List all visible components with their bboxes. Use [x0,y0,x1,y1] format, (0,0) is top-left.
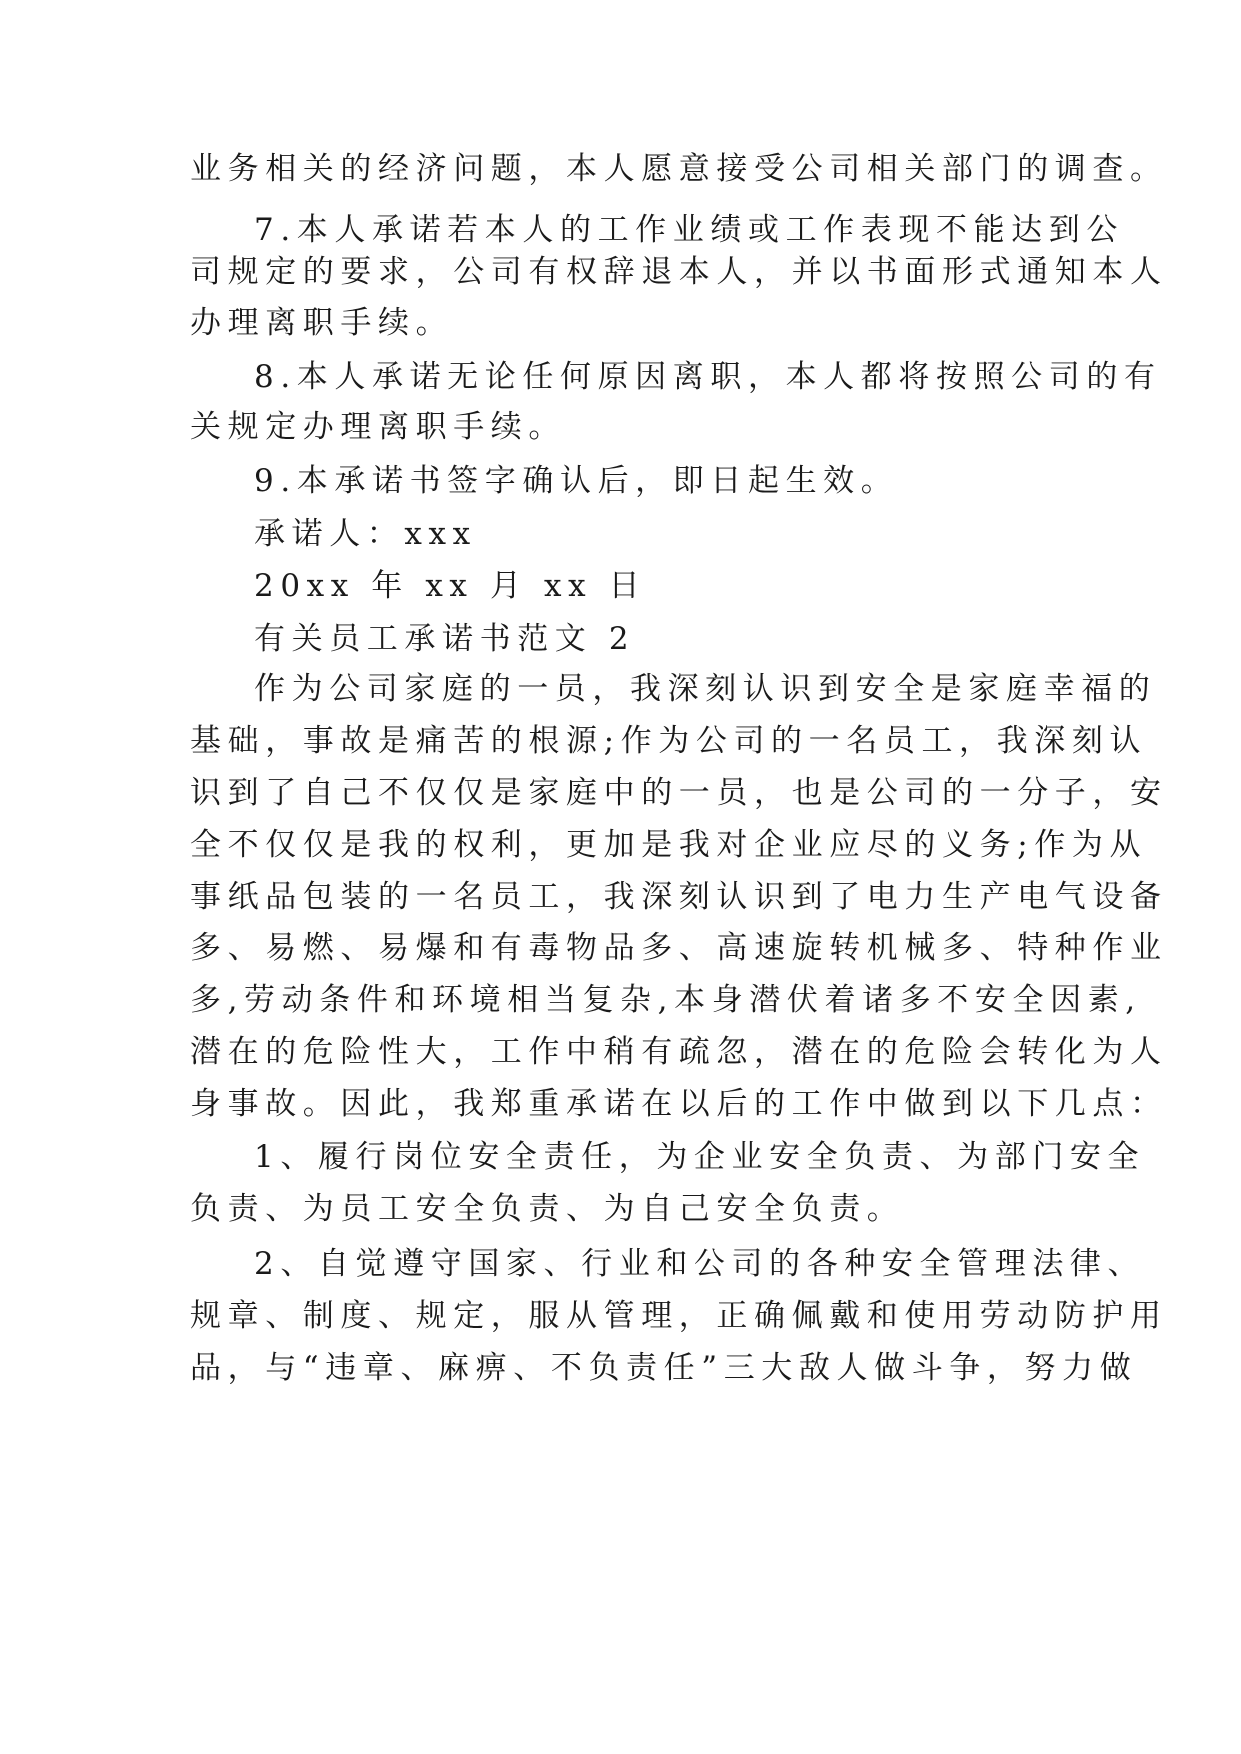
body-line: 全不仅仅是我的权利，更加是我对企业应尽的义务;作为从 [190,827,1148,863]
body-line: 负责、为员工安全负责、为自己安全负责。 [190,1191,905,1227]
body-line: 办理离职手续。 [190,305,454,341]
clause-8-line: 8.本人承诺无论任何原因离职，本人都将按照公司的有 [254,359,1162,395]
body-line: 多、易燃、易爆和有毒物品多、高速旋转机械多、特种作业 [190,930,1168,966]
body-line: 基础，事故是痛苦的根源;作为公司的一名员工，我深刻认 [190,723,1148,759]
body-line: 关规定办理离职手续。 [190,409,566,445]
point-2-line: 2、自觉遵守国家、行业和公司的各种安全管理法律、 [254,1246,1146,1282]
body-line: 识到了自己不仅仅是家庭中的一员，也是公司的一分子，安 [190,775,1168,811]
point-1-line: 1、履行岗位安全责任，为企业安全负责、为部门安全 [254,1139,1146,1175]
body-line: 潜在的危险性大，工作中稍有疏忽，潜在的危险会转化为人 [190,1034,1168,1070]
body-line: 品，与“违章、麻痹、不负责任”三大敌人做斗争，努力做 [190,1350,1138,1386]
body-line: 事纸品包装的一名员工，我深刻认识到了电力生产电气设备 [190,879,1168,915]
date-line: 20xx 年 xx 月 xx 日 [254,568,647,604]
body-line: 多,劳动条件和环境相当复杂,本身潜伏着诸多不安全因素, [190,982,1142,1018]
signer-line: 承诺人：xxx [254,516,477,552]
body-line: 司规定的要求，公司有权辞退本人，并以书面形式通知本人 [190,254,1168,290]
body-line: 业务相关的经济问题，本人愿意接受公司相关部门的调查。 [190,151,1168,187]
body-line: 身事故。因此，我郑重承诺在以后的工作中做到以下几点： [190,1086,1168,1122]
clause-7-line: 7.本人承诺若本人的工作业绩或工作表现不能达到公 [254,212,1124,248]
section-title: 有关员工承诺书范文 2 [254,621,636,657]
clause-9-line: 9.本承诺书签字确认后，即日起生效。 [254,463,899,499]
body-line: 规章、制度、规定，服从管理，正确佩戴和使用劳动防护用 [190,1298,1168,1334]
paragraph-start-line: 作为公司家庭的一员，我深刻认识到安全是家庭幸福的 [254,671,1157,707]
